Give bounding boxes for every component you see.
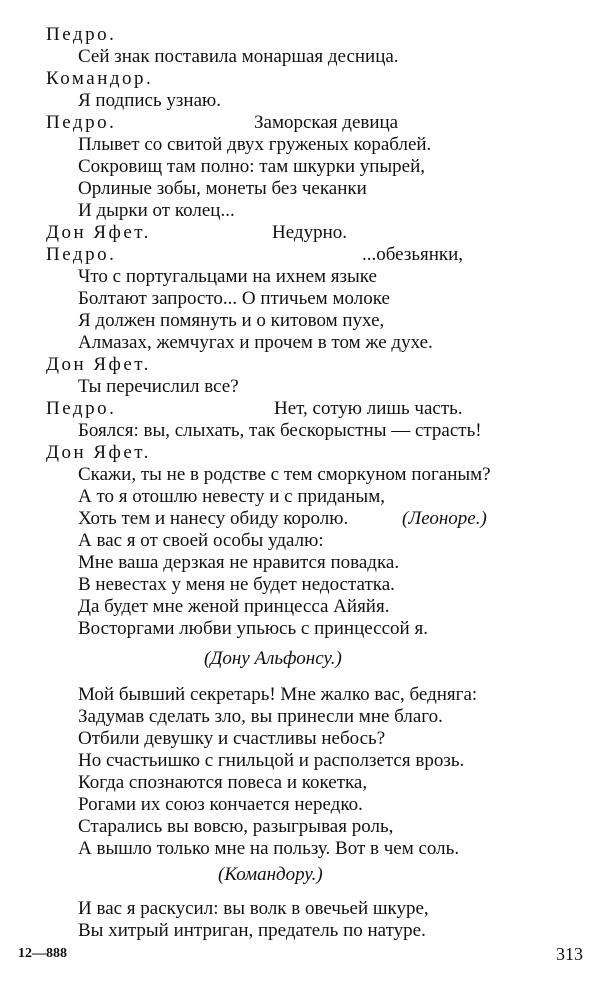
verse-line: Заморская девица — [254, 112, 399, 133]
page-number: 313 — [556, 944, 583, 964]
verse-line: Мой бывший секретарь! Мне жалко вас, бедняга: — [78, 684, 478, 705]
verse-line: Восторгами любви упьюсь с принцессой я. — [78, 618, 428, 639]
verse-line: Я подпись узнаю. — [78, 90, 221, 111]
verse-line: Хоть тем и нанесу обиду королю. — [78, 508, 349, 529]
verse-line: Да будет мне женой принцесса Айяйя. — [78, 596, 390, 617]
verse-line: В невестах у меня не будет недостатка. — [78, 574, 395, 595]
speaker-name: Командор. — [46, 68, 154, 89]
verse-line: Задумав сделать зло, вы принесли мне благо. — [78, 706, 443, 727]
verse-line: Я должен помянуть и о китовом пухе, — [78, 310, 385, 331]
verse-line: Мне ваша дерзкая не нравится повадка. — [78, 552, 400, 573]
verse-line: А то я отошлю невесту и с приданым, — [78, 486, 385, 507]
verse-line: ...обезьянки, — [362, 244, 464, 265]
speaker-name: Дон Яфет. — [46, 222, 151, 243]
speaker-name: Педро. — [46, 112, 117, 133]
verse-line: Что с португальцами на ихнем языке — [78, 266, 377, 287]
verse-line: А вышло только мне на пользу. Вот в чем соль. — [78, 838, 460, 859]
verse-line: Когда спознаются повеса и кокетка, — [78, 772, 368, 793]
speaker-name: Дон Яфет. — [46, 354, 151, 375]
verse-line: Скажи, ты не в родстве с тем сморкуном поганым? — [78, 464, 491, 485]
verse-line: Старались вы вовсю, разыгрывая роль, — [78, 816, 394, 837]
verse-line: И дырки от колец... — [78, 200, 235, 221]
stage-direction: (Командору.) — [218, 864, 323, 885]
printer-signature-mark: 12—888 — [18, 946, 67, 961]
verse-line: Ты перечислил все? — [78, 376, 239, 397]
verse-line: Сокровищ там полно: там шкурки упырей, — [78, 156, 426, 177]
speaker-name: Педро. — [46, 398, 117, 419]
stage-direction: (Леоноре.) — [402, 508, 487, 529]
speaker-name: Педро. — [46, 24, 117, 45]
verse-line: Отбили девушку и счастливы небось? — [78, 728, 386, 749]
verse-line: А вас я от своей особы удалю: — [78, 530, 324, 551]
verse-line: Плывет со свитой двух груженых кораблей. — [78, 134, 432, 155]
verse-line: Но счастьишко с гнильцой и расползется врозь. — [78, 750, 465, 771]
verse-line: Болтают запросто... О птичьем молоке — [78, 288, 390, 309]
verse-line: Орлиные зобы, монеты без чеканки — [78, 178, 367, 199]
verse-line: Нет, сотую лишь часть. — [274, 398, 463, 419]
verse-line: Рогами их союз кончается нередко. — [78, 794, 363, 815]
verse-line: Недурно. — [272, 222, 347, 243]
stage-direction: (Дону Альфонсу.) — [204, 648, 342, 669]
verse-line: Сей знак поставила монаршая десница. — [78, 46, 399, 67]
speaker-name: Дон Яфет. — [46, 442, 151, 463]
speaker-name: Педро. — [46, 244, 117, 265]
verse-line: Вы хитрый интриган, предатель по натуре. — [78, 920, 426, 941]
verse-line: И вас я раскусил: вы волк в овечьей шкуре, — [78, 898, 429, 919]
verse-line: Алмазах, жемчугах и прочем в том же духе. — [78, 332, 433, 353]
verse-line: Боялся: вы, слыхать, так бескорыстны — страсть! — [78, 420, 482, 441]
